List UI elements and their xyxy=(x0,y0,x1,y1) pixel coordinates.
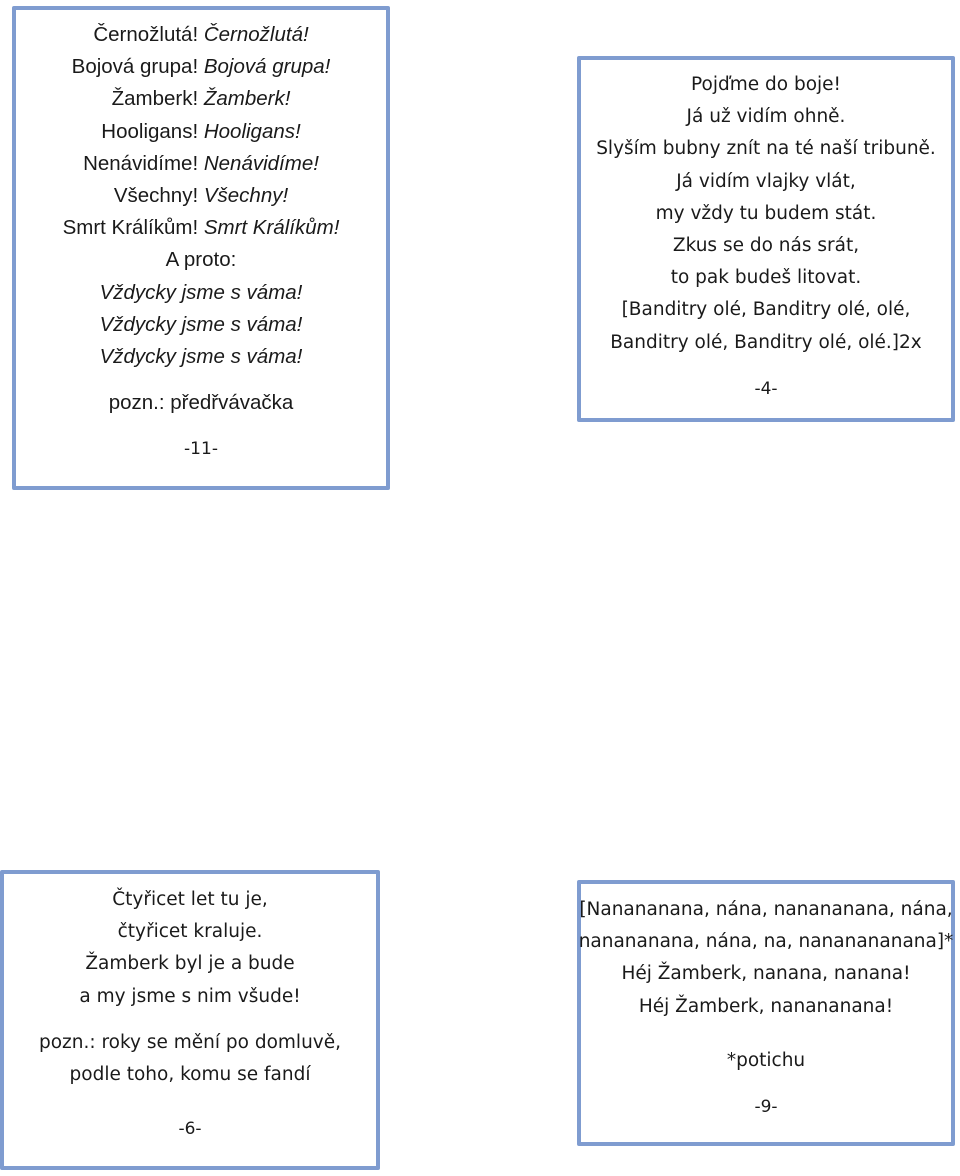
note-line: pozn.: roky se mění po domluvě, xyxy=(38,1031,342,1053)
lyric-line: Já už vidím ohně. xyxy=(686,106,846,128)
lyric-line: [Nanananana, nána, nanananana, nána, xyxy=(579,899,953,920)
page-number: -6- xyxy=(178,1119,202,1140)
lyric-line: [Banditry olé, Banditry olé, olé, xyxy=(621,299,911,321)
lyric-line: to pak budeš litovat. xyxy=(670,267,862,289)
card-page-9 xyxy=(577,880,955,1146)
chant-line: Nenávidíme! Nenávidíme! xyxy=(83,151,319,175)
page-number: -4- xyxy=(754,378,778,399)
lyric-line: Héj Žamberk, nanana, nanana! xyxy=(621,963,911,985)
chant-line: Vždycky jsme s váma! xyxy=(99,280,303,304)
chant-line: Černožlutá! Černožlutá! xyxy=(93,23,309,46)
lyric-line: čtyřicet kraluje. xyxy=(117,921,263,943)
lyric-line: Čtyřicet let tu je, xyxy=(112,889,268,910)
card-page-4 xyxy=(577,56,955,422)
chant-line: Hooligans! Hooligans! xyxy=(101,119,301,143)
page-number: -11- xyxy=(184,439,218,460)
card-page-6 xyxy=(0,870,380,1170)
footnote: *potichu xyxy=(726,1049,806,1071)
chant-line: Vždycky jsme s váma! xyxy=(99,345,303,369)
chant-line: Všechny! Všechny! xyxy=(113,184,289,208)
note-line: podle toho, komu se fandí xyxy=(69,1064,311,1086)
chant-line: Smrt Králíkům! Smrt Králíkům! xyxy=(62,216,340,240)
chant-line: Vždycky jsme s váma! xyxy=(99,312,303,336)
chant-line: Bojová grupa! Bojová grupa! xyxy=(71,55,331,79)
lyric-line: nanananana, nána, na, nananananana]* xyxy=(578,931,954,953)
page-number: -9- xyxy=(754,1097,778,1118)
lyric-line: Héj Žamberk, nanananana! xyxy=(638,995,894,1017)
lyric-line: Pojďme do boje! xyxy=(691,74,841,95)
chant-line: Žamberk! Žamberk! xyxy=(111,87,291,111)
lyric-line: my vždy tu budem stát. xyxy=(655,202,877,224)
lyric-line: Slyším bubny znít na té naší tribuně. xyxy=(596,138,936,160)
lyric-line: Zkus se do nás srát, xyxy=(672,235,860,257)
card-page-11 xyxy=(12,6,390,490)
lyric-line: Žamberk byl je a bude xyxy=(85,953,295,975)
lyric-line: Já vidím vlajky vlát, xyxy=(676,170,856,192)
chant-line: A proto: xyxy=(165,248,237,272)
note: pozn.: předřvávačka xyxy=(108,391,294,415)
lyric-line: Banditry olé, Banditry olé, olé.]2x xyxy=(610,331,922,353)
lyric-line: a my jsme s nim všude! xyxy=(79,985,301,1007)
